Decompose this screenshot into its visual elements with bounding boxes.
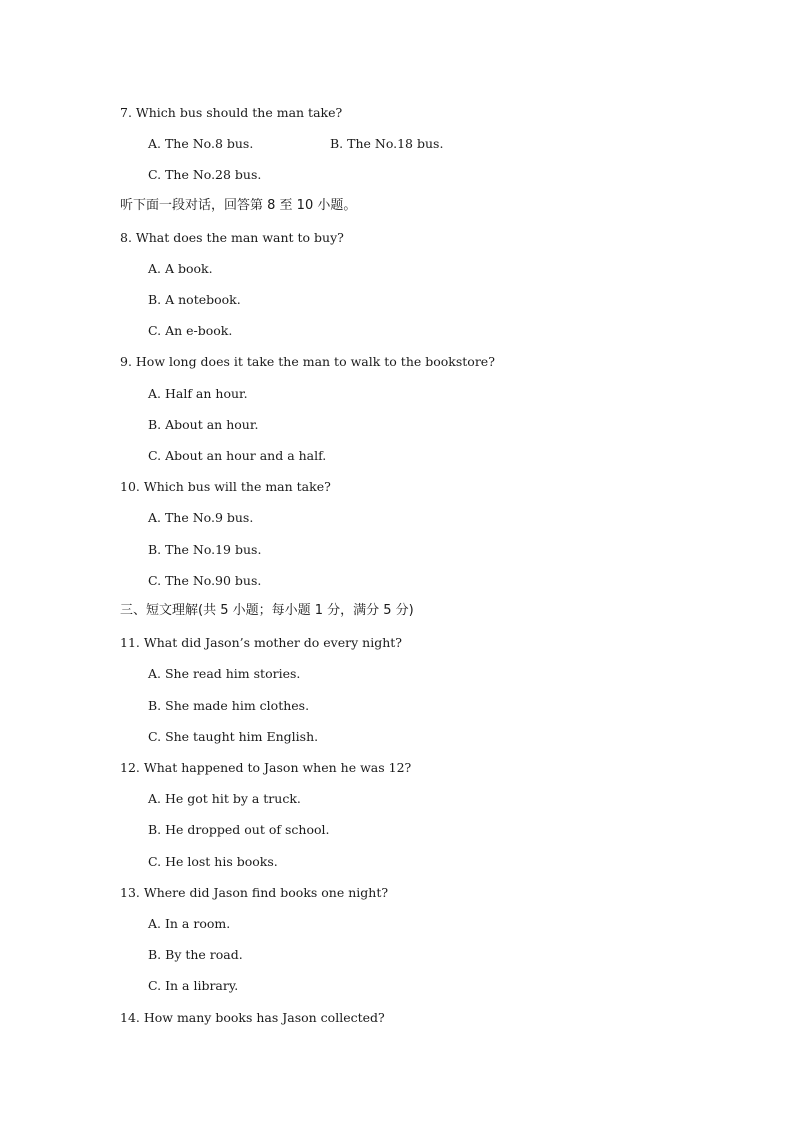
question-12-option-a: A. He got hit by a truck. <box>148 791 301 806</box>
question-11-option-a: A. She read him stories. <box>148 666 301 681</box>
question-11-option-c: C. She taught him English. <box>148 729 319 744</box>
question-10: 10. Which bus will the man take? <box>120 479 331 494</box>
question-13-option-c: C. In a library. <box>148 978 239 993</box>
question-12-option-b: B. He dropped out of school. <box>148 822 330 837</box>
instruction-8-10: 听下面一段对话，回答第 8 至 10 小题。 <box>120 198 357 213</box>
question-9: 9. How long does it take the man to walk to the bookstore? <box>120 354 495 369</box>
question-11-option-b: B. She made him clothes. <box>148 698 310 713</box>
question-8-option-c: C. An e-book. <box>148 323 233 338</box>
question-14: 14. How many books has Jason collected? <box>120 1010 385 1025</box>
question-10-option-a: A. The No.9 bus. <box>148 510 254 525</box>
question-10-option-c: C. The No.90 bus. <box>148 573 262 588</box>
question-7-option-b: B. The No.18 bus. <box>330 136 444 151</box>
question-13: 13. Where did Jason find books one night? <box>120 885 389 900</box>
question-7-option-c: C. The No.28 bus. <box>148 167 262 182</box>
question-8: 8. What does the man want to buy? <box>120 230 344 245</box>
question-8-option-a: A. A book. <box>148 261 213 276</box>
question-13-option-a: A. In a room. <box>148 916 231 931</box>
question-9-option-c: C. About an hour and a half. <box>148 448 327 463</box>
question-8-option-b: B. A notebook. <box>148 292 241 307</box>
question-7-option-a: A. The No.8 bus. <box>148 136 254 151</box>
question-11: 11. What did Jason’s mother do every night? <box>120 635 402 650</box>
question-9-option-a: A. Half an hour. <box>148 386 248 401</box>
question-7: 7. Which bus should the man take? <box>120 105 343 120</box>
question-12: 12. What happened to Jason when he was 12? <box>120 760 412 775</box>
question-9-option-b: B. About an hour. <box>148 417 259 432</box>
question-13-option-b: B. By the road. <box>148 947 243 962</box>
question-10-option-b: B. The No.19 bus. <box>148 542 262 557</box>
section-3-heading: 三、短文理解(共 5 小题；每小题 1 分，满分 5 分) <box>120 603 414 618</box>
question-12-option-c: C. He lost his books. <box>148 854 278 869</box>
